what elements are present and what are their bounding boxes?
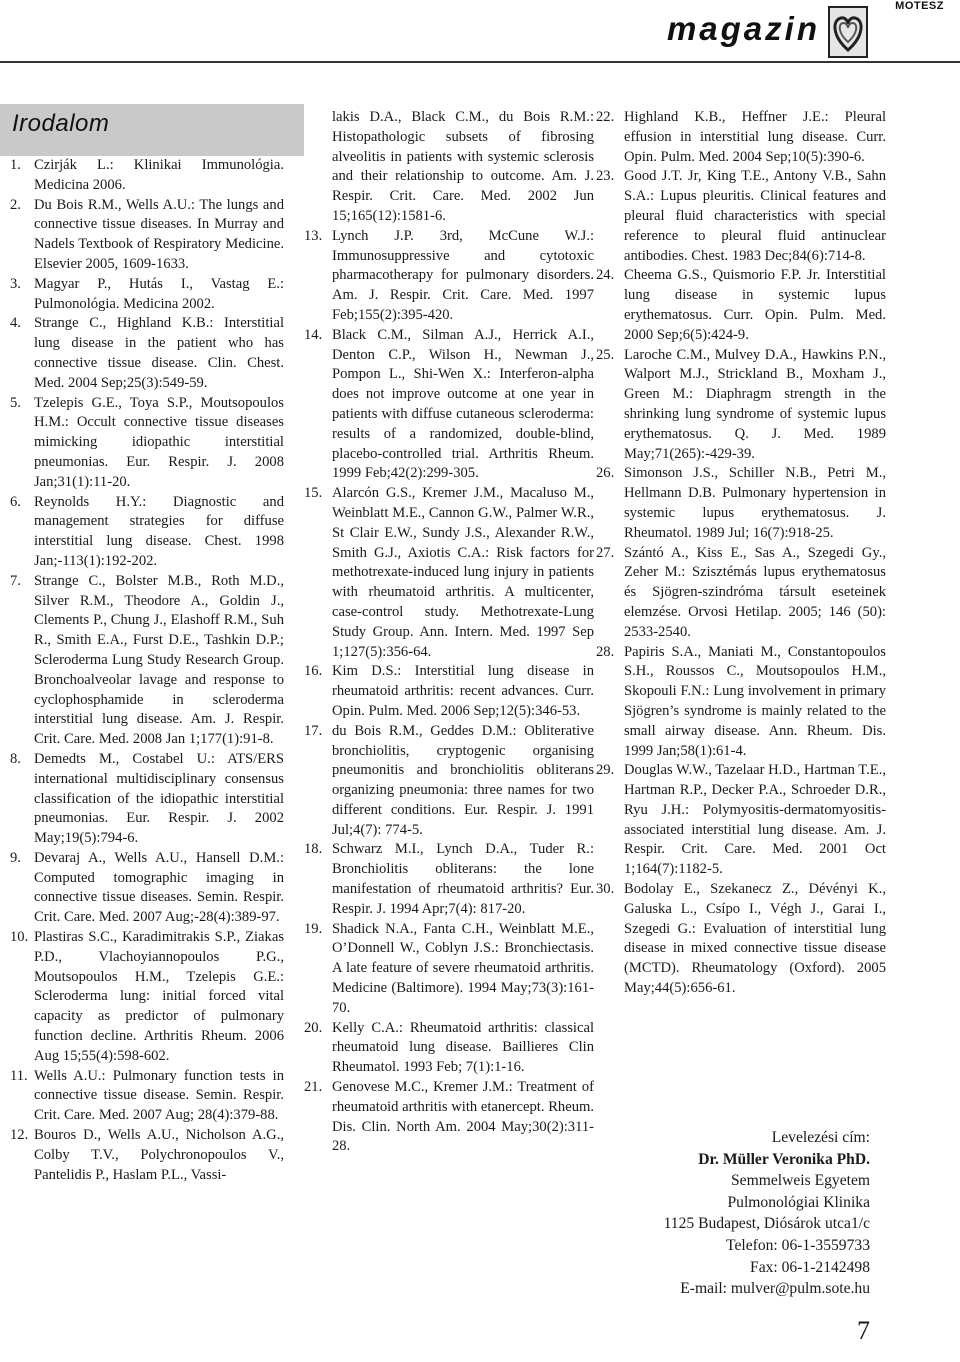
contact-name: Dr. Müller Veronika PhD. (698, 1150, 870, 1168)
reference-number: 20. (304, 1019, 323, 1036)
reference-number: 13. (304, 227, 323, 244)
reference-number: 23. (596, 168, 615, 185)
contact-fax: Fax: 06-1-2142498 (750, 1258, 870, 1276)
reference-text: Lynch J.P. 3rd, McCune W.J.: Immunosuppressive and cytotoxic pharmacotherapy for pulmonary disorders. Am. J. Respir. Crit. Care. Med. 1997 Feb;155(2):395-420. (332, 227, 594, 323)
column-3 (596, 104, 886, 999)
reference-text: Reynolds H.Y.: Diagnostic and management strategies for diffuse interstitial lung disease. Chest. 1998 Jan;-113(1):192-202. (34, 493, 284, 569)
reference-text: Wells A.U.: Pulmonary function tests in connective tissue disease. Semin. Respir. Crit. Care. Med. 2007 Aug; 28(4):379-88. (34, 1067, 284, 1124)
reference-text: Cheema G.S., Quismorio F.P. Jr. Interstitial lung disease in systemic lupus erythematosus. Curr. Opin. Pulm. Med. 2000 Sep;6(5):424-9. (624, 267, 886, 343)
reference-number: 1. (10, 157, 21, 173)
reference-number: 16. (304, 663, 323, 680)
reference-item (10, 493, 284, 572)
reference-text: Devaraj A., Wells A.U., Hansell D.M.: Computed tomographic imaging in connective tissue diseases. Semin. Respir. Crit. Care. Med. 2007 Aug;-28(4):389-97. (34, 849, 284, 926)
reference-item (10, 750, 284, 849)
reference-item (596, 544, 886, 643)
reference-item (596, 761, 886, 880)
reference-text: Black C.M., Silman A.J., Herrick A.I., Denton C.P., Wilson H., Newman J., Pompon L., Shi-Wen X.: Interferon-alpha does not improve outcome at one year in patients with diffuse cutaneous scleroderma: results of a randomized, double-blind, placebo-controlled trial. Arthritis Rheum. 1999 Feb;42(2):299-305. (332, 326, 594, 482)
reference-item (304, 840, 594, 919)
contact-phone: Telefon: 06-1-3559733 (726, 1236, 870, 1254)
reference-text: Bouros D., Wells A.U., Nicholson A.G., Colby T.V., Polychronopoulos V., Pantelidis P., Haslam P.L., Vassi- (34, 1127, 284, 1183)
reference-number: 4. (10, 315, 21, 332)
reference-text: Czirják L.: Klinikai Immunológia. Medicina 2006. (34, 157, 284, 193)
reference-item (10, 196, 284, 275)
reference-text: Tzelepis G.E., Toya S.P., Moutsopoulos H.M.: Occult connective tissue diseases mimicking idiopathic interstitial pneumonias. Eur. Respir. J. 2008 Jan;31(1):11-20. (34, 394, 284, 490)
reference-text: Simonson J.S., Schiller N.B., Petri M., Hellmann D.B. Pulmonary hypertension in systemic lupus erythematosus. J. Rheumatol. 1989 Jul; 16(7):918-25. (624, 465, 886, 541)
reference-number: 18. (304, 841, 323, 858)
reference-list-3 (596, 108, 886, 999)
reference-text: Douglas W.W., Tazelaar H.D., Hartman T.E., Hartman R.P., Decker P.A., Schroeder D.R., Ryu J.H.: Polymyositis-dermatomyositis-associated interstitial lung disease. Am. J. Respir. Crit. Care. Med. 2001 Oct 1;164(7):1182-5. (624, 762, 886, 878)
reference-text: Strange C., Highland K.B.: Interstitial lung disease in the patient who has connective tissue disease. Clin. Chest. Med. 2004 Sep;25(3):549-59. (34, 315, 284, 391)
reference-item (10, 314, 284, 393)
contact-block (596, 1127, 870, 1300)
reference-number: 22. (596, 109, 615, 125)
reference-item (596, 464, 886, 543)
reference-text: Plastiras S.C., Karadimitrakis S.P., Ziakas P.D., Vlachoyiannopoulos P.G., Moutsopoulos H.M., Tzelepis G.E.: Scleroderma lung: initial forced vital capacity as predictor of pulmonary function decline. Arthritis Rheum. 2006 Aug 15;55(4):598-602. (34, 929, 284, 1064)
section-band (0, 104, 304, 156)
contact-institution: Semmelweis Egyetem (730, 1172, 870, 1190)
reference-text: Alarcón G.S., Kremer J.M., Macaluso M., Weinblatt M.E., Cannon G.W., Palmer W.R., St Clair E.W., Sundy J.S., Alexander R.W., Smith G.J., Axiotis C.A.: Risk factors for methotrexate-induced lung injury in patients with rheumatoid arthritis. A multicenter, case-control study. Methotrexate-Lung Study Group. Ann. Intern. Med. 1997 Sep 1;127(5):356-64. (332, 485, 594, 660)
page-number: 7 (857, 1316, 870, 1345)
reference-item (10, 572, 284, 750)
page-header (0, 0, 960, 62)
reference-text: Highland K.B., Heffner J.E.: Pleural effusion in interstitial lung disease. Curr. Opin. Pulm. Med. 2004 Sep;10(5):390-6. (624, 109, 886, 165)
reference-number: 12. (10, 1127, 29, 1144)
header-rule (0, 61, 960, 63)
reference-item (304, 1019, 594, 1078)
reference-item (596, 167, 886, 266)
reference-item (304, 484, 594, 662)
reference-item (596, 643, 886, 762)
reference-number: 3. (10, 275, 21, 292)
reference-item (304, 1078, 594, 1157)
reference-text: Szántó A., Kiss E., Sas A., Szegedi Gy., Zeher M.: Szisztémás lupus erythematosus és Sjögren-szindróma társult eseteinek elemzése. Orvosi Hetilap. 2005; 146 (50): 2533-2540. (624, 544, 886, 640)
reference-number: 21. (304, 1079, 323, 1096)
reference-number: 24. (596, 267, 615, 284)
reference-number: 7. (10, 572, 21, 589)
reference-number: 29. (596, 762, 615, 779)
reference-text: Shadick N.A., Fanta C.H., Weinblatt M.E., O’Donnell W., Coblyn J.S.: Bronchiectasis. A late feature of severe rheumatoid arthritis. Medicine (Baltimore). 1994 May;73(3):161-70. (332, 920, 594, 1016)
reference-number: 17. (304, 722, 323, 739)
reference-item (10, 156, 284, 196)
magazine-title: magazin (666, 10, 820, 47)
reference-text: Schwarz M.I., Lynch D.A., Tuder R.: Bronchiolitis obliterans: the lone manifestation of rheumatoid arthritis? Eur. Respir. J. 1994 Apr;7(4): 817-20. (332, 841, 594, 917)
reference-item (304, 662, 594, 721)
reference-continuation: lakis D.A., Black C.M., du Bois R.M.: Histopathologic subsets of fibrosing alveolitis in patients with systemic sclerosis and their relationship to outcome. Am. J. Respir. Crit. Care. Med. 2002 Jun 15;165(12):1581-6. (332, 109, 594, 224)
reference-item (10, 394, 284, 493)
reference-text: Papiris S.A., Maniati M., Constantopoulos S.H., Roussos C., Moutsopoulos H.M., Skopouli F.N.: Lung involvement in primary Sjögren’s syndrome is mainly related to the small airway disease. Ann. Rheum. Dis. 1999 Jan;58(1):61-4. (624, 643, 886, 759)
contact-label: Levelezési cím: (771, 1129, 870, 1146)
reference-number: 28. (596, 643, 615, 660)
reference-number: 6. (10, 493, 21, 510)
reference-number: 11. (10, 1067, 28, 1084)
reference-item (10, 1067, 284, 1126)
reference-item (10, 275, 284, 315)
reference-list-2 (304, 227, 594, 1157)
reference-number: 27. (596, 544, 615, 561)
reference-number: 19. (304, 920, 323, 937)
section-title: Irodalom (12, 110, 110, 137)
reference-item (596, 880, 886, 999)
reference-text: Kelly C.A.: Rheumatoid arthritis: classical rheumatoid lung disease. Baillieres Clin Rheumatol. 1993 Feb; 7(1):1-16. (332, 1019, 594, 1076)
contact-address: 1125 Budapest, Diósárok utca1/c (663, 1215, 870, 1233)
reference-item (596, 108, 886, 167)
reference-item (304, 326, 594, 484)
reference-list-1 (0, 156, 304, 1185)
reference-text: du Bois R.M., Geddes D.M.: Obliterative bronchiolitis, cryptogenic organising pneumonitis and bronchiolitis obliterans organizing pneumonia: three names for two different conditions. Eur. Respir. J. 1991 Jul;4(7): 774-5. (332, 722, 594, 838)
reference-number: 10. (10, 929, 29, 946)
reference-item (10, 1126, 284, 1185)
reference-item (304, 227, 594, 326)
reference-item (304, 920, 594, 1019)
reference-item (596, 266, 886, 345)
column-1 (0, 104, 304, 1185)
contact-email: E-mail: mulver@pulm.sote.hu (680, 1280, 870, 1298)
reference-number: 9. (10, 849, 21, 866)
contact-department: Pulmonológiai Klinika (727, 1193, 870, 1211)
reference-item (596, 346, 886, 465)
reference-item (10, 928, 284, 1067)
reference-text: Demedts M., Costabel U.: ATS/ERS international multidisciplinary consensus classification of the idiopathic interstitial pneumonias. Eur. Respir. J. 2002 May;19(5):794-6. (34, 750, 284, 847)
reference-number: 15. (304, 485, 323, 502)
reference-text: Du Bois R.M., Wells A.U.: The lungs and connective tissue diseases. In Murray and Nadels Textbook of Respiratory Medicine. Elsevier 2005, 1609-1633. (34, 196, 284, 272)
reference-number: 30. (596, 881, 615, 898)
reference-text: Good J.T. Jr, King T.E., Antony V.B., Sahn S.A.: Lupus pleuritis. Clinical features and pleural fluid characteristics with special reference to pleural fluid antinuclear antibodies. Chest. 1983 Dec;84(6):714-8. (624, 168, 886, 264)
reference-text: Magyar P., Hutás I., Vastag E.: Pulmonológia. Medicina 2002. (34, 275, 284, 312)
column-2 (304, 104, 594, 1157)
reference-text: Kim D.S.: Interstitial lung disease in rheumatoid arthritis: recent advances. Curr. Opin. Pulm. Med. 2006 Sep;12(5):346-53. (332, 663, 594, 719)
reference-number: 5. (10, 394, 21, 411)
reference-number: 8. (10, 750, 21, 767)
org-label: MOTESZ (895, 0, 944, 12)
reference-item (10, 849, 284, 928)
reference-number: 2. (10, 196, 21, 213)
reference-number: 25. (596, 346, 615, 363)
reference-number: 26. (596, 465, 615, 482)
reference-text: Genovese M.C., Kremer J.M.: Treatment of rheumatoid arthritis with etanercept. Rheum. Dis. Clin. North Am. 2004 May;30(2):311-28. (332, 1079, 594, 1155)
reference-text: Bodolay E., Szekanecz Z., Dévényi K., Galuska L., Csípo I., Végh J., Garai I., Szegedi G.: Evaluation of interstitial lung disease in mixed connective tissue disease (MCTD). Rheumatology (Oxford). 2005 May;44(5):656-61. (624, 881, 886, 997)
motesz-logo-icon (828, 6, 868, 58)
reference-text: Laroche C.M., Mulvey D.A., Hawkins P.N., Walport M.J., Strickland B., Moxham J., Green M.: Diaphragm strength in the shrinking lung syndrome of systemic lupus erythematosus. Q. J. Med. 1989 May;71(265):-429-39. (624, 346, 886, 462)
reference-item (304, 722, 594, 841)
reference-number: 14. (304, 326, 323, 343)
reference-text: Strange C., Bolster M.B., Roth M.D., Silver R.M., Theodore A., Goldin J., Clements P., Chung J., Elashoff R.M., Suh R., Smith E.A., Furst D.E., Tashkin D.P.; Scleroderma Lung Study Research Group. Bronchoalveolar lavage and response to cyclophosphamide in scleroderma interstitial lung disease. Am. J. Respir. Crit. Care. Med. 2008 Jan 1;177(1):91-8. (34, 572, 284, 748)
